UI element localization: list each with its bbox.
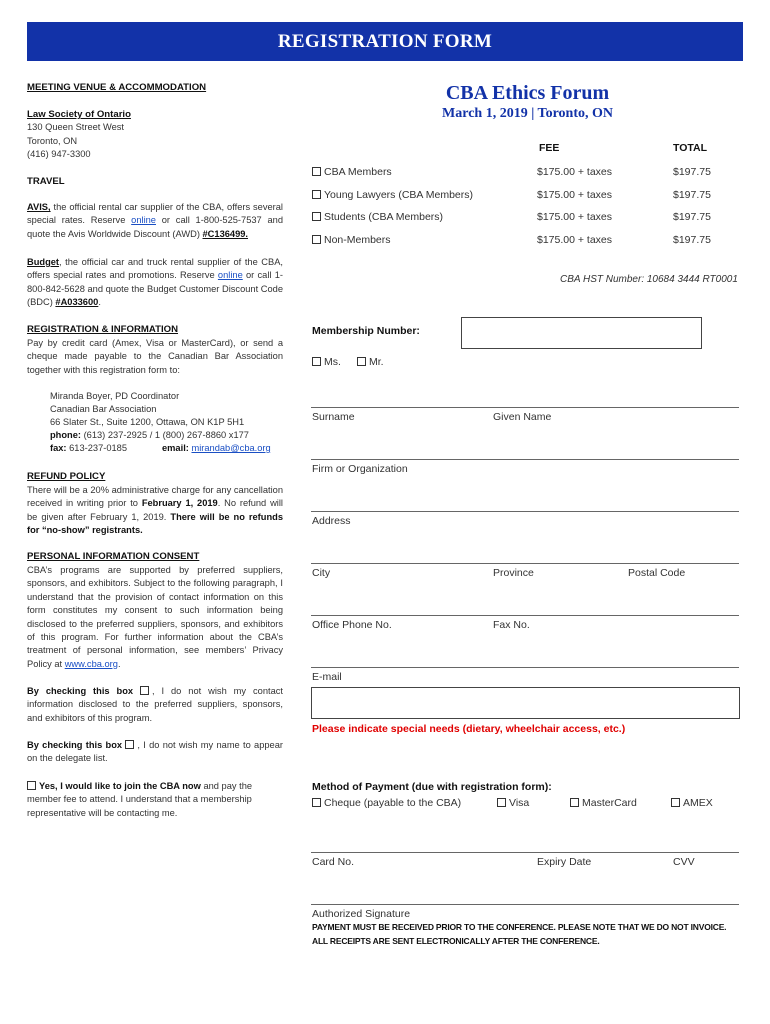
phone-line[interactable] xyxy=(311,615,739,616)
optout-contact-checkbox[interactable] xyxy=(140,686,149,695)
fee-option-label: Students (CBA Members) xyxy=(324,211,444,223)
contact-address: 66 Slater St., Suite 1200, Ottawa, ON K1P 5H1 xyxy=(50,417,245,427)
refund-no-show: There will be no refunds for “no-show” registrants. xyxy=(27,511,283,536)
card-no-label: Card No. xyxy=(312,856,355,868)
optout-delegate-checkbox[interactable] xyxy=(125,740,134,749)
email-label: email: xyxy=(162,443,189,453)
fee-total: $197.75 xyxy=(673,211,711,223)
expiry-date-label: Expiry Date xyxy=(537,856,592,868)
postal-code-label: Postal Code xyxy=(628,567,686,579)
fax-value: 613-237-0185 xyxy=(66,443,128,453)
contact-name: Miranda Boyer, PD Coordinator xyxy=(50,391,180,401)
budget-text2: or call 1-800-842-5628 and quote the Budget Customer Discount Code (BDC) xyxy=(27,270,283,308)
budget-text1: , the official car and truck rental supplier of the CBA, offers special rates and promotions. Reserve xyxy=(27,257,283,281)
budget-name: Budget xyxy=(27,257,60,267)
payment-cheque-option[interactable] xyxy=(312,797,461,809)
amex-checkbox[interactable] xyxy=(671,798,680,807)
signature-line[interactable] xyxy=(311,904,739,905)
travel-heading: TRAVEL xyxy=(27,176,65,187)
address-label: Address xyxy=(312,515,351,527)
fee-row[interactable] xyxy=(312,189,742,203)
payment-amex-option[interactable] xyxy=(671,797,713,809)
fee-option-label: CBA Members xyxy=(324,166,392,178)
form-title: REGISTRATION FORM xyxy=(277,30,493,52)
firm-line[interactable] xyxy=(311,459,739,460)
refund-text1: There will be a 20% administrative charge for any cancellation received in writing prior to xyxy=(27,485,283,509)
contact-fax xyxy=(50,442,127,455)
join-cba-bold: Yes, I would like to join the CBA now xyxy=(39,781,201,791)
venue-address1: 130 Queen Street West xyxy=(27,122,124,132)
hst-number: CBA HST Number: 10684 3444 RT0001 xyxy=(560,274,738,285)
event-title: CBA Ethics Forum xyxy=(445,82,610,104)
fee-row[interactable] xyxy=(312,166,742,180)
payment-visa-option[interactable] xyxy=(497,797,529,809)
payment-note-2: ALL RECEIPTS ARE SENT ELECTRONICALLY AFTER THE CONFERENCE. xyxy=(312,936,600,946)
avis-text1: the official rental car supplier of the CBA, offers several special rates. Reserve xyxy=(27,202,283,226)
special-needs-label: Please indicate special needs (dietary, wheelchair access, etc.) xyxy=(312,723,626,735)
privacy-end: . xyxy=(117,658,121,669)
total-header: TOTAL xyxy=(673,142,708,154)
venue-name: Law Society of Ontario xyxy=(27,109,131,120)
firm-label: Firm or Organization xyxy=(312,463,408,475)
refund-text2: . No refund will be given after February 1, 2019. xyxy=(27,498,283,522)
fee-option-checkbox[interactable] xyxy=(312,235,321,244)
province-label: Province xyxy=(493,567,534,579)
fee-total: $197.75 xyxy=(673,189,711,201)
refund-date: February 1, 2019 xyxy=(141,498,218,509)
avis-paragraph xyxy=(27,201,283,241)
card-line[interactable] xyxy=(311,852,739,853)
phone-label: phone: xyxy=(50,430,81,440)
optout-delegate-bold: By checking this box xyxy=(27,740,123,750)
office-phone-label: Office Phone No. xyxy=(312,619,392,631)
mr-label: Mr. xyxy=(369,356,384,368)
avis-online-link[interactable]: online xyxy=(131,215,156,226)
privacy-paragraph xyxy=(27,564,283,671)
registration-text: Pay by credit card (Amex, Visa or MasterCard), or send a cheque made payable to the Canadian Bar Association together with this registration form to: xyxy=(27,338,283,375)
fee-option-checkbox[interactable] xyxy=(312,167,321,176)
optout-delegate-text: , I do not wish my name to appear on the delegate list. xyxy=(27,740,283,764)
fee-option-checkbox[interactable] xyxy=(312,212,321,221)
title-mr-option[interactable] xyxy=(357,356,384,368)
avis-code: #C136499. xyxy=(202,228,249,239)
venue-heading: MEETING VENUE & ACCOMMODATION xyxy=(27,82,207,93)
privacy-link[interactable]: www.cba.org xyxy=(64,658,118,669)
email-field-label: E-mail xyxy=(312,671,342,683)
fee-total: $197.75 xyxy=(673,234,711,246)
budget-code: #A033600 xyxy=(55,297,99,308)
optout-contact-text: , I do not wish my contact information disclosed to the preferred suppliers, sponsors, and exhibitors of this program. xyxy=(27,686,283,723)
title-ms-option[interactable] xyxy=(312,356,341,368)
membership-number-input[interactable] xyxy=(461,317,702,349)
avis-text2: or call 1-800-525-7537 and quote the Avis Worldwide Discount (AWD) xyxy=(27,215,283,239)
mr-checkbox[interactable] xyxy=(357,357,366,366)
privacy-text: CBA’s programs are supported by preferred suppliers, sponsors, and exhibitors. Subject to the following paragraph, I understand that the provision of contact information on this form constitutes my consent to such information being disclosed to the preferred suppliers, sponsors, and exhibitors of this program. For further information about the CBA’s treatment of personal information, see members’ Privacy Policy at xyxy=(27,565,283,669)
mastercard-checkbox[interactable] xyxy=(570,798,579,807)
event-date: March 1, 2019 | Toronto, ON xyxy=(442,106,613,121)
join-cba-checkbox[interactable] xyxy=(27,781,36,790)
fee-header: FEE xyxy=(539,142,560,154)
email-link[interactable]: mirandab@cba.org xyxy=(191,443,271,453)
name-line[interactable] xyxy=(311,407,739,408)
form-banner xyxy=(27,22,743,61)
signature-label: Authorized Signature xyxy=(312,908,411,920)
venue-address2: Toronto, ON xyxy=(27,136,78,146)
fee-option-checkbox[interactable] xyxy=(312,190,321,199)
payment-note-1: PAYMENT MUST BE RECEIVED PRIOR TO THE CONFERENCE. PLEASE NOTE THAT WE DO NOT INVOICE. xyxy=(312,922,727,932)
fax-label: fax: xyxy=(50,443,67,453)
city-line[interactable] xyxy=(311,563,739,564)
address-line[interactable] xyxy=(311,511,739,512)
optout-delegate xyxy=(27,739,283,766)
fee-amount: $175.00 + taxes xyxy=(537,189,613,201)
ms-label: Ms. xyxy=(324,356,341,368)
budget-paragraph xyxy=(27,256,283,310)
fee-option-label: Non-Members xyxy=(324,234,391,246)
payment-mastercard-option[interactable] xyxy=(570,797,637,809)
membership-label: Membership Number: xyxy=(312,325,420,337)
contact-phone xyxy=(50,429,249,442)
special-needs-input[interactable] xyxy=(311,687,740,719)
privacy-heading: PERSONAL INFORMATION CONSENT xyxy=(27,551,200,562)
contact-email xyxy=(162,442,271,455)
phone-value: (613) 237-2925 / 1 (800) 267-8860 x177 xyxy=(80,430,249,440)
join-cba xyxy=(27,780,283,820)
fee-total: $197.75 xyxy=(673,166,711,178)
city-label: City xyxy=(312,567,331,579)
fax-no-label: Fax No. xyxy=(493,619,530,631)
fee-option-label: Young Lawyers (CBA Members) xyxy=(324,189,474,201)
given-name-label: Given Name xyxy=(493,411,552,423)
fee-amount: $175.00 + taxes xyxy=(537,166,613,178)
visa-checkbox[interactable] xyxy=(497,798,506,807)
cheque-label: Cheque (payable to the CBA) xyxy=(324,797,462,809)
payment-method-label: Method of Payment (due with registration form): xyxy=(312,781,552,793)
join-cba-text: and pay the member fee to attend. I understand that a membership representative will be contacting me. xyxy=(27,781,253,818)
cheque-checkbox[interactable] xyxy=(312,798,321,807)
fee-amount: $175.00 + taxes xyxy=(537,234,613,246)
ms-checkbox[interactable] xyxy=(312,357,321,366)
amex-label: AMEX xyxy=(683,797,713,809)
refund-paragraph xyxy=(27,484,283,538)
mastercard-label: MasterCard xyxy=(582,797,637,809)
visa-label: Visa xyxy=(509,797,530,809)
fee-row[interactable] xyxy=(312,211,742,225)
fee-row[interactable] xyxy=(312,234,742,248)
refund-heading: REFUND POLICY xyxy=(27,471,106,482)
optout-contact xyxy=(27,685,283,725)
cvv-label: CVV xyxy=(673,856,695,868)
budget-end: . xyxy=(98,297,101,308)
optout-contact-bold: By checking this box xyxy=(27,686,134,696)
email-line[interactable] xyxy=(311,667,739,668)
surname-label: Surname xyxy=(312,411,355,423)
contact-org: Canadian Bar Association xyxy=(50,404,157,414)
venue-phone: (416) 947-3300 xyxy=(27,149,91,159)
registration-heading: REGISTRATION & INFORMATION xyxy=(27,324,179,335)
budget-online-link[interactable]: online xyxy=(217,270,243,281)
avis-name: AVIS, xyxy=(27,202,51,212)
fee-amount: $175.00 + taxes xyxy=(537,211,613,223)
